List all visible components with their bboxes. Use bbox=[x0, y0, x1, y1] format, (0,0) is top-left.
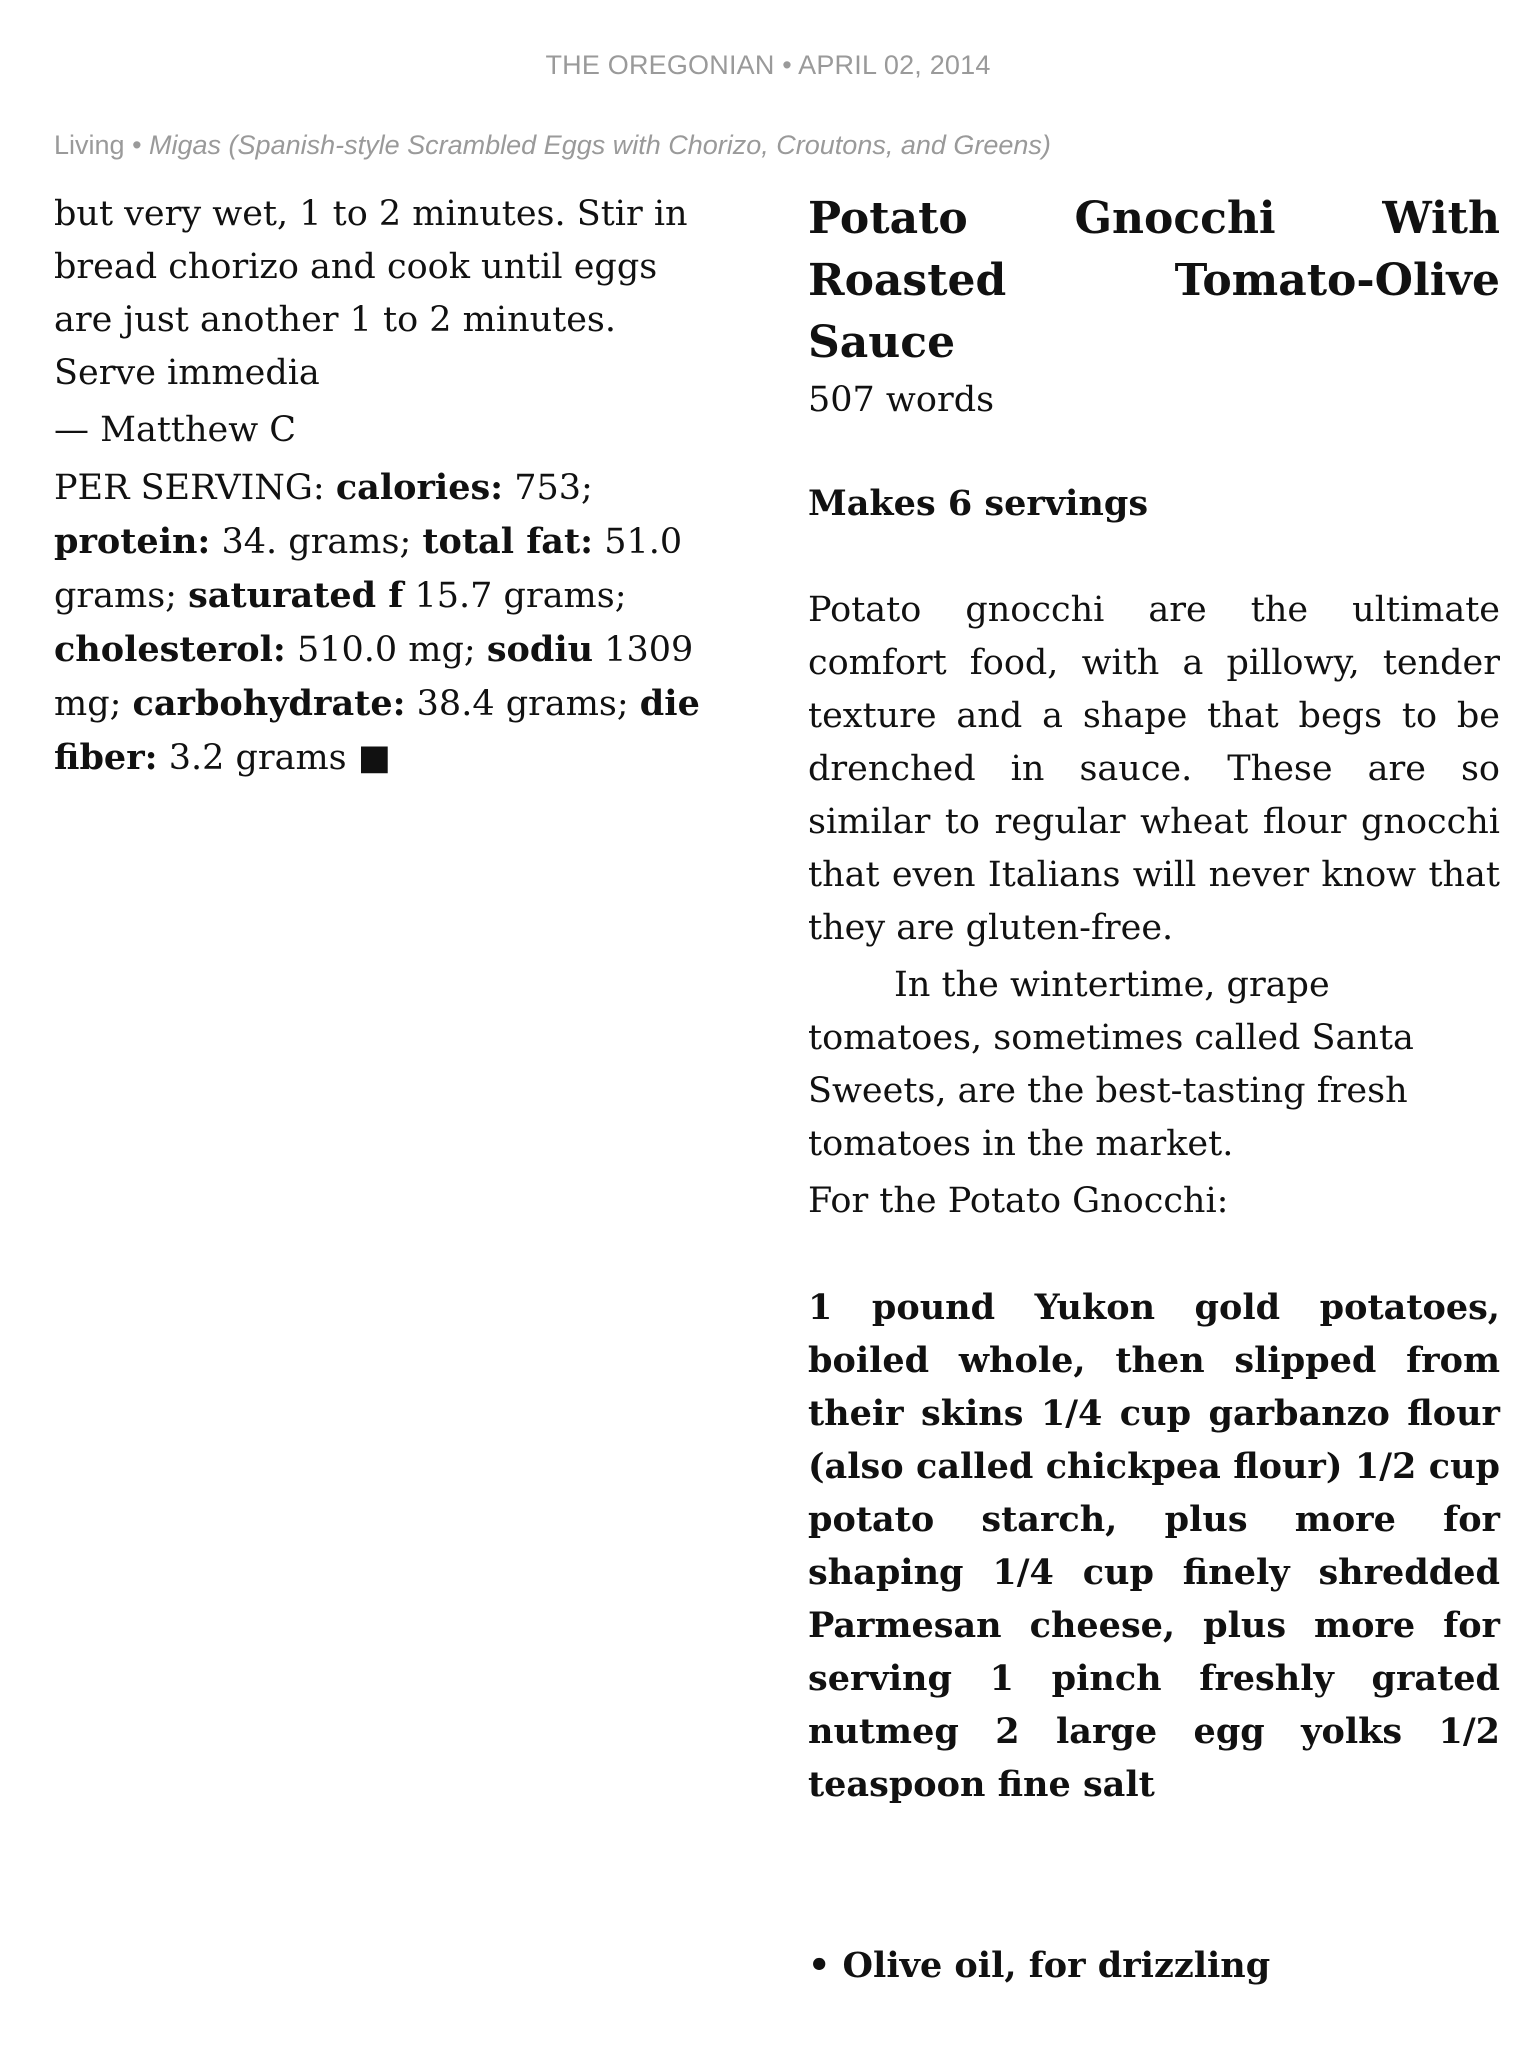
second-paragraph: In the wintertime, grape tomatoes, sometimes called Santa Sweets, are the best-tasting fresh tomatoes in the market. bbox=[808, 965, 1414, 1164]
total-fat-label: total fat: bbox=[422, 521, 594, 562]
breadcrumb-section[interactable]: Living bbox=[54, 130, 125, 160]
ingredients-heading: For the Potato Gnocchi: bbox=[808, 1181, 1229, 1221]
carbohydrate-value: 38.4 grams; bbox=[416, 684, 629, 724]
left-column bbox=[54, 188, 714, 789]
saturated-fat-value: 15.7 grams; bbox=[414, 576, 627, 616]
sodium-label: sodiu bbox=[486, 629, 594, 670]
word-count: 507 words bbox=[808, 380, 995, 420]
breadcrumb bbox=[54, 130, 1494, 161]
carbohydrate-label: carbohydrate: bbox=[132, 683, 406, 724]
servings: Makes 6 servings bbox=[808, 483, 1149, 524]
article-headline: Potato Gnocchi With Roasted Tomato-Olive Sauce bbox=[808, 193, 1500, 368]
olive-oil-item: • Olive oil, for drizzling bbox=[808, 1945, 1271, 1986]
total-fat-value: 51.0 grams; bbox=[54, 522, 683, 616]
calories-label: calories: bbox=[335, 467, 504, 508]
ingredients-list: 1 pound Yukon gold potatoes, boiled whole, then slipped from their skins 1/4 cup garbanzo flour (also called chickpea flour) 1/2 cup potato starch, plus more for shaping 1/4 cup finely shredded Parmesan cheese, plus more for serving 1 pinch freshly grated nutmeg 2 large egg yolks 1/2 teaspoon fine salt bbox=[808, 1287, 1500, 1805]
fiber-value: 3.2 grams bbox=[168, 738, 347, 778]
protein-value: 34. grams; bbox=[221, 522, 412, 562]
intro-paragraph: Potato gnocchi are the ultimate comfort food, with a pillowy, tender texture and a shape that begs to be drenched in sauce. These are so similar to regular wheat flour gnocchi that even Italians will never know that they are gluten-free. bbox=[808, 590, 1500, 948]
publication-masthead: THE OREGONIAN • APRIL 02, 2014 bbox=[545, 50, 991, 80]
previous-article-paragraph: but very wet, 1 to 2 minutes. Stir in bread chorizo and cook until eggs are just another 1 to 2 minutes. Serve immedia bbox=[54, 194, 688, 393]
right-column bbox=[808, 188, 1500, 1992]
protein-label: protein: bbox=[54, 521, 211, 562]
cholesterol-value: 510.0 mg; bbox=[296, 630, 476, 670]
fiber-label: die fiber: bbox=[54, 683, 700, 778]
saturated-fat-label: saturated f bbox=[188, 575, 404, 616]
breadcrumb-article-title[interactable]: Migas (Spanish-style Scrambled Eggs with Chorizo, Croutons, and Greens) bbox=[149, 130, 1051, 160]
calories-value: 753; bbox=[514, 468, 593, 508]
byline: — Matthew C bbox=[54, 410, 297, 450]
sodium-value: 1309 mg; bbox=[54, 630, 694, 724]
end-of-article-mark: ■ bbox=[357, 738, 391, 778]
cholesterol-label: cholesterol: bbox=[54, 629, 286, 670]
nutrition-info bbox=[54, 461, 714, 785]
breadcrumb-separator: • bbox=[132, 130, 142, 160]
nutrition-lead: PER SERVING: bbox=[54, 468, 325, 508]
